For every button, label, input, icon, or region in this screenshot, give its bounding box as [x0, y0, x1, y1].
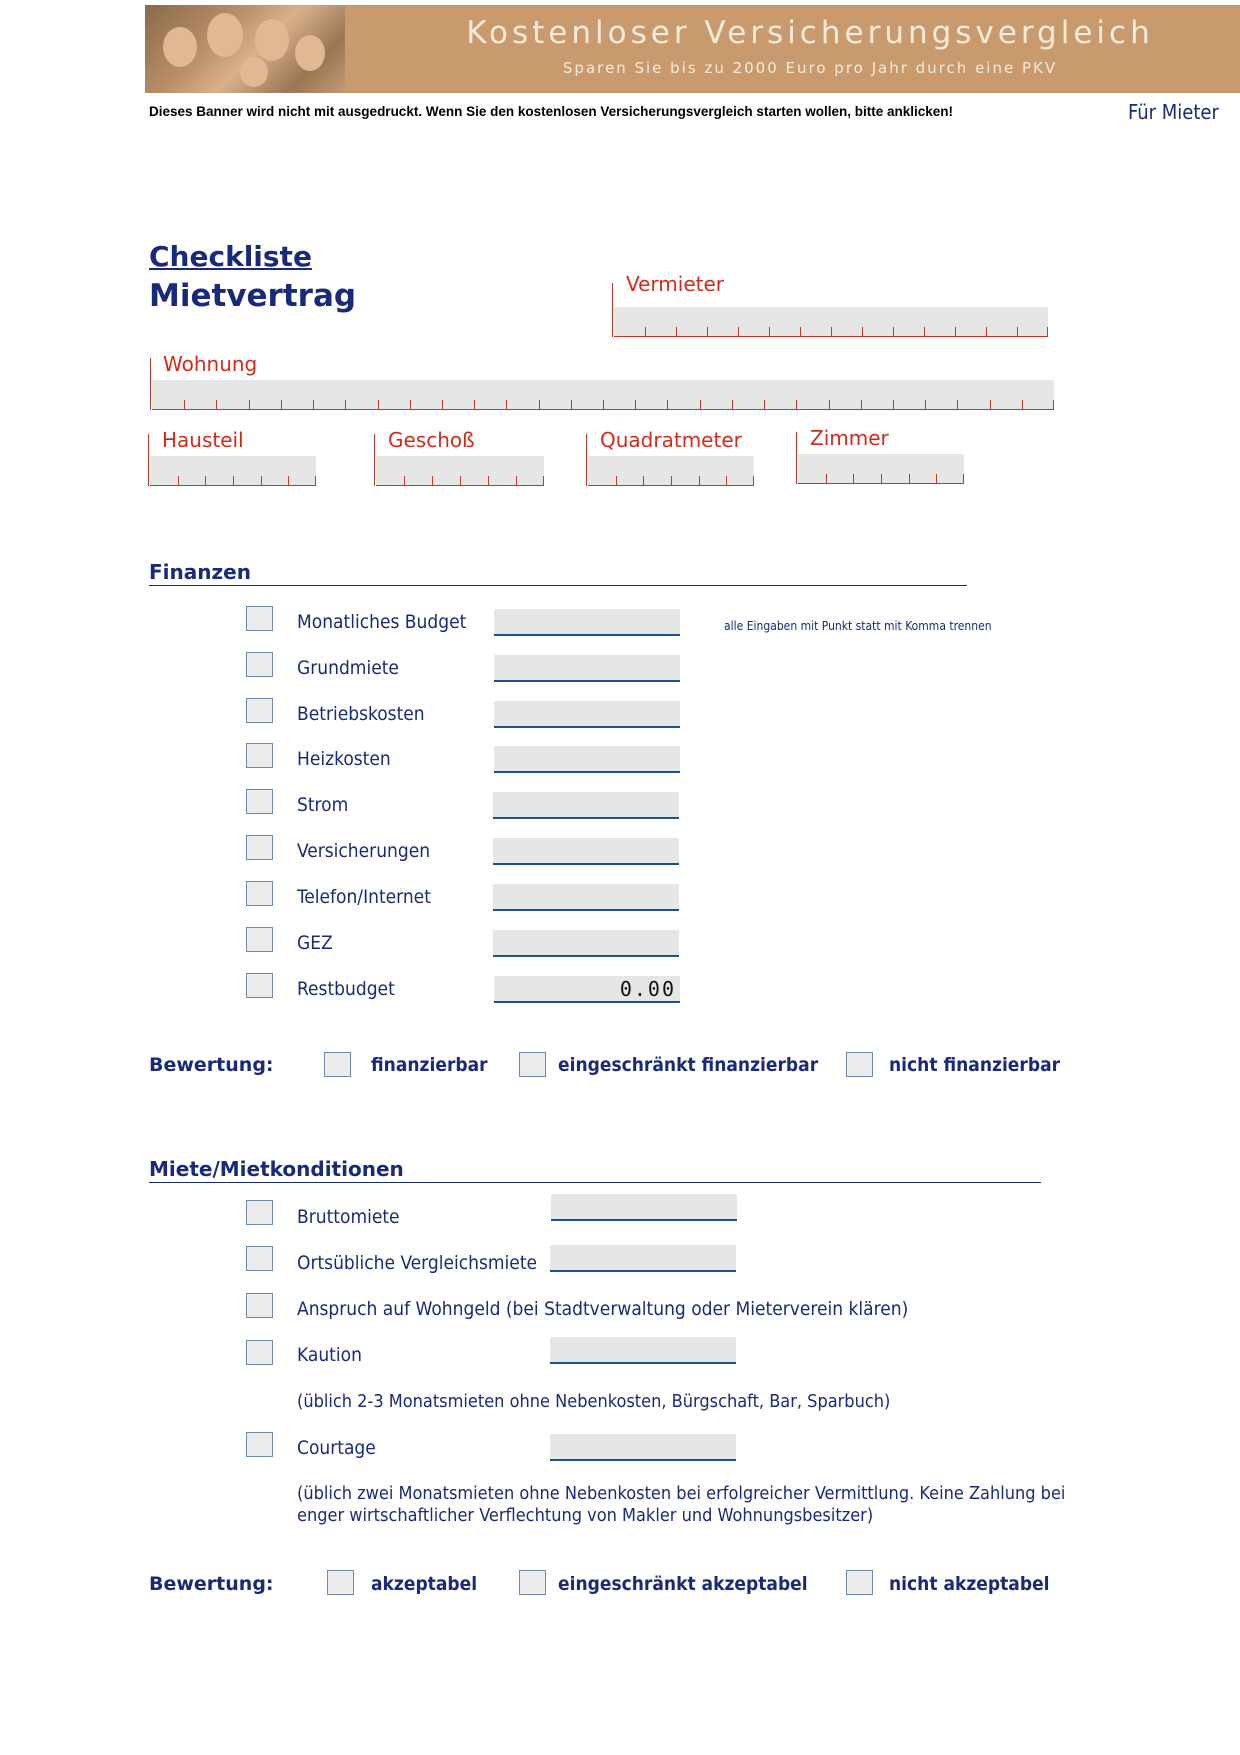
finanzen-checkbox-4[interactable] [246, 789, 273, 814]
finanzen-rule [149, 585, 967, 586]
doc-title-checklist: Checkliste [149, 240, 312, 273]
hausteil-field[interactable] [150, 456, 316, 486]
finanzen-label-8: Restbudget [297, 978, 395, 1000]
bruttomiete-checkbox[interactable] [246, 1200, 273, 1225]
finanzen-field-6[interactable] [493, 884, 679, 911]
finanzen-label-7: GEZ [297, 932, 333, 954]
wohnung-label: Wohnung [163, 352, 258, 376]
finanzen-field-5[interactable] [493, 838, 679, 865]
finanzen-field-0[interactable] [494, 609, 680, 636]
rating-checkbox-nicht-akzeptabel[interactable] [846, 1570, 873, 1595]
finanzen-checkbox-1[interactable] [246, 652, 273, 677]
vermieter-field[interactable] [614, 307, 1048, 337]
finanzen-label-2: Betriebskosten [297, 703, 425, 725]
banner-subtitle: Sparen Sie bis zu 2000 Euro pro Jahr durch eine PKV [562, 59, 1058, 77]
finanzen-label-6: Telefon/Internet [297, 886, 431, 908]
wohnung-field[interactable] [152, 380, 1054, 410]
rating-option-akzeptabel: akzeptabel [371, 1573, 478, 1595]
hausteil-label: Hausteil [162, 428, 244, 452]
kaution-note: (üblich 2-3 Monatsmieten ohne Nebenkosten, Bürgschaft, Bar, Sparbuch) [297, 1391, 891, 1412]
finanzen-field-3[interactable] [494, 746, 680, 773]
geschoss-label: Geschoß [388, 428, 475, 452]
rating-option-eingeschraenkt-finanzierbar: eingeschränkt finanzierbar [558, 1054, 819, 1076]
bruttomiete-field[interactable] [551, 1194, 737, 1221]
finanzen-checkbox-6[interactable] [246, 881, 273, 906]
finanzen-value-8: 0.00 [619, 977, 676, 1001]
courtage-label: Courtage [297, 1437, 376, 1459]
finanzen-hint: alle Eingaben mit Punkt statt mit Komma trennen [724, 619, 992, 633]
banner-note: Dieses Banner wird nicht mit ausgedruckt. Wenn Sie den kostenlosen Versicherungsvergleich starten wollen, bitte anklicken! [149, 104, 953, 119]
vermieter-label: Vermieter [626, 272, 725, 296]
finanzen-field-8 [494, 976, 680, 1003]
finanzen-checkbox-8[interactable] [246, 973, 273, 998]
vergleichsmiete-field[interactable] [550, 1245, 736, 1272]
wohngeld-label: Anspruch auf Wohngeld (bei Stadtverwaltung oder Mieterverein klären) [297, 1298, 909, 1320]
family-photo [145, 5, 345, 93]
insurance-banner[interactable] [145, 5, 1240, 93]
finanzen-field-4[interactable] [493, 792, 679, 819]
kaution-label: Kaution [297, 1344, 362, 1366]
finanzen-label-4: Strom [297, 794, 349, 816]
vergleichsmiete-label: Ortsübliche Vergleichsmiete [297, 1252, 538, 1274]
rating-checkbox-finanzierbar[interactable] [324, 1052, 351, 1077]
miete-rating-label: Bewertung: [149, 1573, 274, 1595]
vergleichsmiete-checkbox[interactable] [246, 1246, 273, 1271]
finanzen-field-7[interactable] [493, 930, 679, 957]
finanzen-label-3: Heizkosten [297, 748, 391, 770]
doc-title-mietvertrag: Mietvertrag [149, 278, 357, 314]
zimmer-label: Zimmer [810, 426, 889, 450]
finanzen-label-5: Versicherungen [297, 840, 431, 862]
zimmer-field[interactable] [798, 454, 964, 484]
finanzen-checkbox-3[interactable] [246, 743, 273, 768]
audience-label: Für Mieter [1128, 100, 1219, 124]
finanzen-label-1: Grundmiete [297, 657, 399, 679]
wohngeld-checkbox[interactable] [246, 1293, 273, 1318]
finanzen-checkbox-2[interactable] [246, 698, 273, 723]
geschoss-field[interactable] [376, 456, 544, 486]
quadratmeter-label: Quadratmeter [600, 428, 742, 452]
finanzen-checkbox-0[interactable] [246, 606, 273, 631]
finanzen-label-0: Monatliches Budget [297, 611, 467, 633]
finanzen-rating-label: Bewertung: [149, 1054, 274, 1076]
quadratmeter-field[interactable] [588, 456, 754, 486]
rating-option-finanzierbar: finanzierbar [371, 1054, 488, 1076]
rating-option-eingeschraenkt-akzeptabel: eingeschränkt akzeptabel [558, 1573, 808, 1595]
rating-checkbox-nicht-finanzierbar[interactable] [846, 1052, 873, 1077]
finanzen-title: Finanzen [149, 560, 251, 584]
finanzen-checkbox-5[interactable] [246, 835, 273, 860]
rating-checkbox-eingeschraenkt-finanzierbar[interactable] [519, 1052, 546, 1077]
miete-rule [149, 1182, 1041, 1183]
courtage-checkbox[interactable] [246, 1432, 273, 1457]
rating-option-nicht-finanzierbar: nicht finanzierbar [889, 1054, 1061, 1076]
kaution-checkbox[interactable] [246, 1340, 273, 1365]
kaution-field[interactable] [550, 1337, 736, 1364]
finanzen-field-2[interactable] [494, 701, 680, 728]
rating-checkbox-eingeschraenkt-akzeptabel[interactable] [519, 1570, 546, 1595]
finanzen-checkbox-7[interactable] [246, 927, 273, 952]
rating-checkbox-akzeptabel[interactable] [327, 1570, 354, 1595]
miete-title: Miete/Mietkonditionen [149, 1157, 404, 1181]
finanzen-field-1[interactable] [494, 655, 680, 682]
courtage-field[interactable] [550, 1434, 736, 1461]
banner-title: Kostenloser Versicherungsvergleich [466, 15, 1154, 51]
bruttomiete-label: Bruttomiete [297, 1206, 400, 1228]
courtage-note: (üblich zwei Monatsmieten ohne Nebenkosten bei erfolgreicher Vermittlung. Keine Zahlung bei enger wirtschaftlicher Verflechtung von Makler und Wohnungsbesitzer) [297, 1483, 1066, 1526]
rating-option-nicht-akzeptabel: nicht akzeptabel [889, 1573, 1050, 1595]
